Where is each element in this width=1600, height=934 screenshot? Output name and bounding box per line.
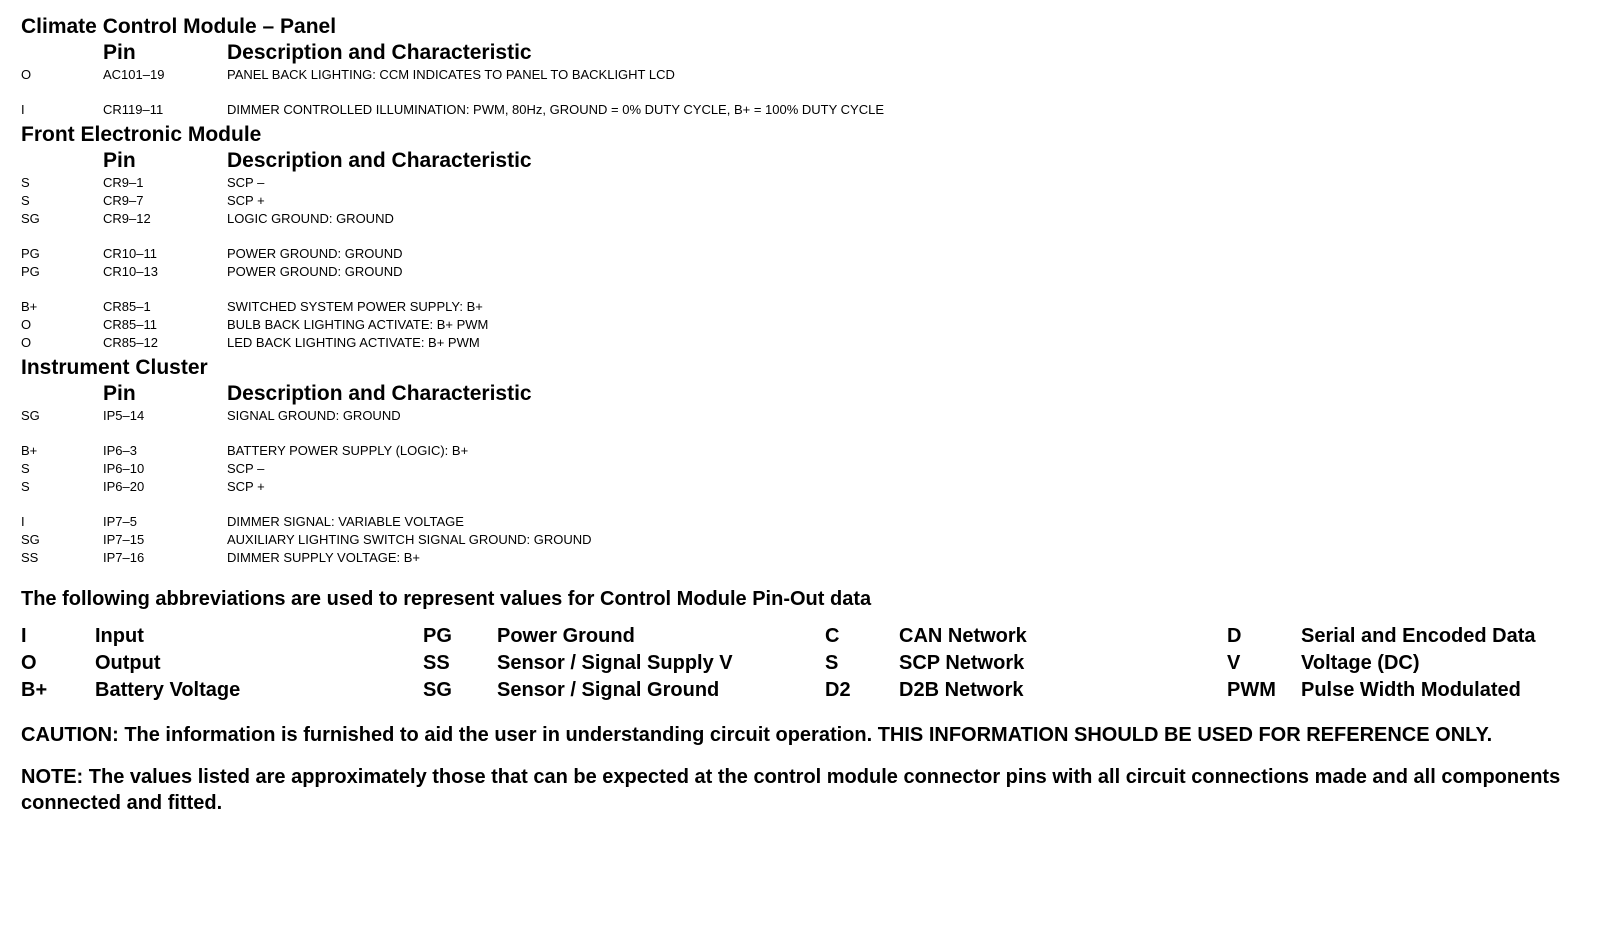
table-row <box>21 442 1591 460</box>
pin-description: BULB BACK LIGHTING ACTIVATE: B+ PWM <box>227 317 489 332</box>
signal-type: O <box>21 67 32 82</box>
abbr-code: PG <box>423 625 452 647</box>
signal-type: O <box>21 317 32 332</box>
table-row <box>21 549 1591 567</box>
signal-type: S <box>21 479 30 494</box>
pin-description: AUXILIARY LIGHTING SWITCH SIGNAL GROUND: GROUND <box>227 532 592 547</box>
table-row <box>21 263 1591 281</box>
signal-type: SS <box>21 550 39 565</box>
pin-id: IP7–5 <box>103 514 137 529</box>
signal-type: I <box>21 514 25 529</box>
description-header: Description and Characteristic <box>227 41 532 64</box>
abbr-meaning: D2B Network <box>899 679 1024 701</box>
signal-type: SG <box>21 408 40 423</box>
column-headers <box>21 148 1591 174</box>
signal-type: PG <box>21 264 40 279</box>
pin-description: DIMMER SIGNAL: VARIABLE VOLTAGE <box>227 514 464 529</box>
table-row <box>21 531 1591 549</box>
signal-type: PG <box>21 246 40 261</box>
signal-type: B+ <box>21 443 38 458</box>
table-row <box>21 460 1591 478</box>
pin-id: IP7–16 <box>103 550 145 565</box>
abbr-code: D <box>1227 625 1242 647</box>
pin-id: IP6–10 <box>103 461 145 476</box>
column-headers <box>21 381 1591 407</box>
pin-id: CR85–12 <box>103 335 158 350</box>
section-front-electronic-module <box>21 122 1591 352</box>
abbr-code: B+ <box>21 679 48 701</box>
table-row <box>21 334 1591 352</box>
abbr-meaning: Battery Voltage <box>95 679 241 701</box>
pin-id: AC101–19 <box>103 67 165 82</box>
abbr-meaning: Voltage (DC) <box>1301 652 1420 674</box>
abbr-code: I <box>21 625 27 647</box>
abbreviations-title: The following abbreviations are used to represent values for Control Module Pin-Out data <box>21 588 872 610</box>
pin-id: CR10–11 <box>103 246 157 261</box>
abbr-meaning: Serial and Encoded Data <box>1301 625 1536 647</box>
abbr-meaning: SCP Network <box>899 652 1025 674</box>
table-row <box>21 174 1591 192</box>
pin-id: CR10–13 <box>103 264 158 279</box>
pin-id: IP6–20 <box>103 479 145 494</box>
abbr-code: SG <box>423 679 452 701</box>
pin-description: BATTERY POWER SUPPLY (LOGIC): B+ <box>227 443 469 458</box>
description-header: Description and Characteristic <box>227 382 532 405</box>
table-row <box>21 101 1591 119</box>
section-instrument-cluster <box>21 355 1591 567</box>
pin-description: LED BACK LIGHTING ACTIVATE: B+ PWM <box>227 335 480 350</box>
section-climate-control-module <box>21 14 1591 119</box>
pin-id: CR85–11 <box>103 317 157 332</box>
table-row <box>21 316 1591 334</box>
abbreviations-table <box>21 623 1591 704</box>
pin-description: POWER GROUND: GROUND <box>227 264 403 279</box>
pin-description: SCP – <box>227 175 265 190</box>
pin-description: SCP + <box>227 479 265 494</box>
pin-description: PANEL BACK LIGHTING: CCM INDICATES TO PANEL TO BACKLIGHT LCD <box>227 67 675 82</box>
pin-description: SCP – <box>227 461 265 476</box>
signal-type: S <box>21 461 30 476</box>
table-row <box>21 245 1591 263</box>
table-row <box>21 478 1591 496</box>
abbr-code: D2 <box>825 679 851 701</box>
pinout-document <box>21 14 1591 816</box>
section-title: Climate Control Module – Panel <box>21 15 337 38</box>
signal-type: I <box>21 102 25 117</box>
abbr-code: V <box>1227 652 1241 674</box>
pin-description: SCP + <box>227 193 265 208</box>
pin-id: CR9–1 <box>103 175 144 190</box>
pin-id: IP5–14 <box>103 408 145 423</box>
pin-id: CR9–12 <box>103 211 151 226</box>
table-row <box>21 298 1591 316</box>
abbr-code: C <box>825 625 840 647</box>
abbr-code: O <box>21 652 37 674</box>
pin-id: IP7–15 <box>103 532 145 547</box>
pin-header: Pin <box>103 382 136 405</box>
abbr-code: S <box>825 652 839 674</box>
table-row <box>21 210 1591 228</box>
abbr-meaning: Sensor / Signal Supply V <box>497 652 733 674</box>
signal-type: O <box>21 335 32 350</box>
abbr-meaning: Input <box>95 625 144 647</box>
table-row <box>21 513 1591 531</box>
signal-type: SG <box>21 532 40 547</box>
pin-id: IP6–3 <box>103 443 137 458</box>
pin-description: POWER GROUND: GROUND <box>227 246 403 261</box>
description-header: Description and Characteristic <box>227 149 532 172</box>
pin-header: Pin <box>103 41 136 64</box>
caution-text: CAUTION: The information is furnished to aid the user in understanding circuit operation. THIS INFORMATION SHOULD BE USED FOR REFERENCE ONLY. <box>21 724 1493 746</box>
pin-id: CR85–1 <box>103 299 151 314</box>
pin-description: DIMMER SUPPLY VOLTAGE: B+ <box>227 550 421 565</box>
pin-description: LOGIC GROUND: GROUND <box>227 211 394 226</box>
table-row <box>21 192 1591 210</box>
signal-type: B+ <box>21 299 38 314</box>
signal-type: S <box>21 175 30 190</box>
signal-type: S <box>21 193 30 208</box>
table-row <box>21 66 1591 84</box>
pin-description: SWITCHED SYSTEM POWER SUPPLY: B+ <box>227 299 483 314</box>
pin-description: DIMMER CONTROLLED ILLUMINATION: PWM, 80Hz, GROUND = 0% DUTY CYCLE, B+ = 100% DUTY CYCLE <box>227 102 885 117</box>
note-text: NOTE: The values listed are approximately those that can be expected at the control module connector pins with all circuit connections made and all components connected and fitted. <box>21 766 1561 814</box>
pin-id: CR119–11 <box>103 102 164 117</box>
section-title: Instrument Cluster <box>21 356 208 379</box>
column-headers <box>21 40 1591 66</box>
pin-id: CR9–7 <box>103 193 144 208</box>
abbr-meaning: Pulse Width Modulated <box>1301 679 1521 701</box>
abbr-code: SS <box>423 652 450 674</box>
section-title: Front Electronic Module <box>21 123 262 146</box>
signal-type: SG <box>21 211 40 226</box>
table-row <box>21 407 1591 425</box>
abbr-meaning: Output <box>95 652 161 674</box>
abbr-meaning: Power Ground <box>497 625 635 647</box>
abbr-meaning: CAN Network <box>899 625 1027 647</box>
pin-header: Pin <box>103 149 136 172</box>
pin-description: SIGNAL GROUND: GROUND <box>227 408 401 423</box>
abbr-code: PWM <box>1227 679 1276 701</box>
abbr-meaning: Sensor / Signal Ground <box>497 679 720 701</box>
